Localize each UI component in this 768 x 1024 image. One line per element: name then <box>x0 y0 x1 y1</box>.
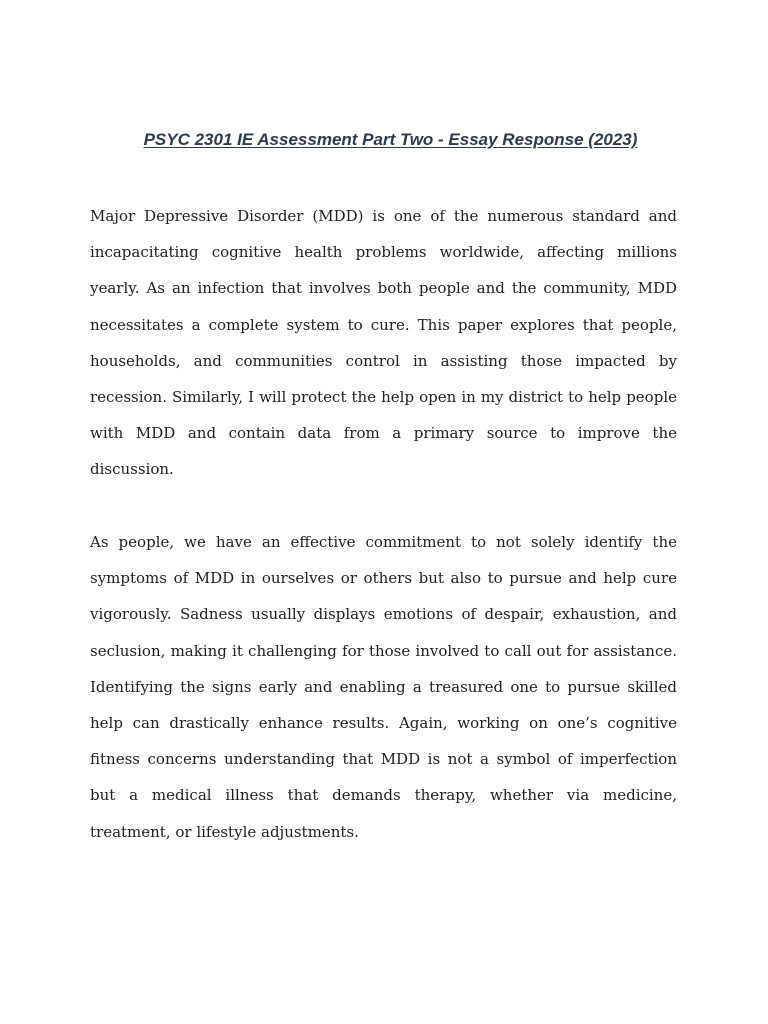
body-paragraph-1: Major Depressive Disorder (MDD) is one of the numerous standard and incapacitating cognitive health problems worldwide, affecting millions yearly. As an infection that involves both people and the community, MDD necessitates a complete system to cure. This paper explores that people, households, and communities control in assisting those impacted by recession. Similarly, I will protect the help open in my district to help people with MDD and contain data from a primary source to improve the discussion. <box>90 207 677 479</box>
body-paragraph-2: As people, we have an effective commitment to not solely identify the symptoms of MDD in ourselves or others but also to pursue and help cure vigorously. Sadness usually displays emotions of despair, exhaustion, and seclusion, making it challenging for those involved to call out for assistance. Identifying the signs early and enabling a treasured one to pursue skilled help can drastically enhance results. Again, working on one’s cognitive fitness concerns understanding that MDD is not a symbol of imperfection but a medical illness that demands therapy, whether via medicine, treatment, or lifestyle adjustments. <box>90 533 677 841</box>
document-title: PSYC 2301 IE Assessment Part Two - Essay Response (2023) <box>143 130 638 149</box>
